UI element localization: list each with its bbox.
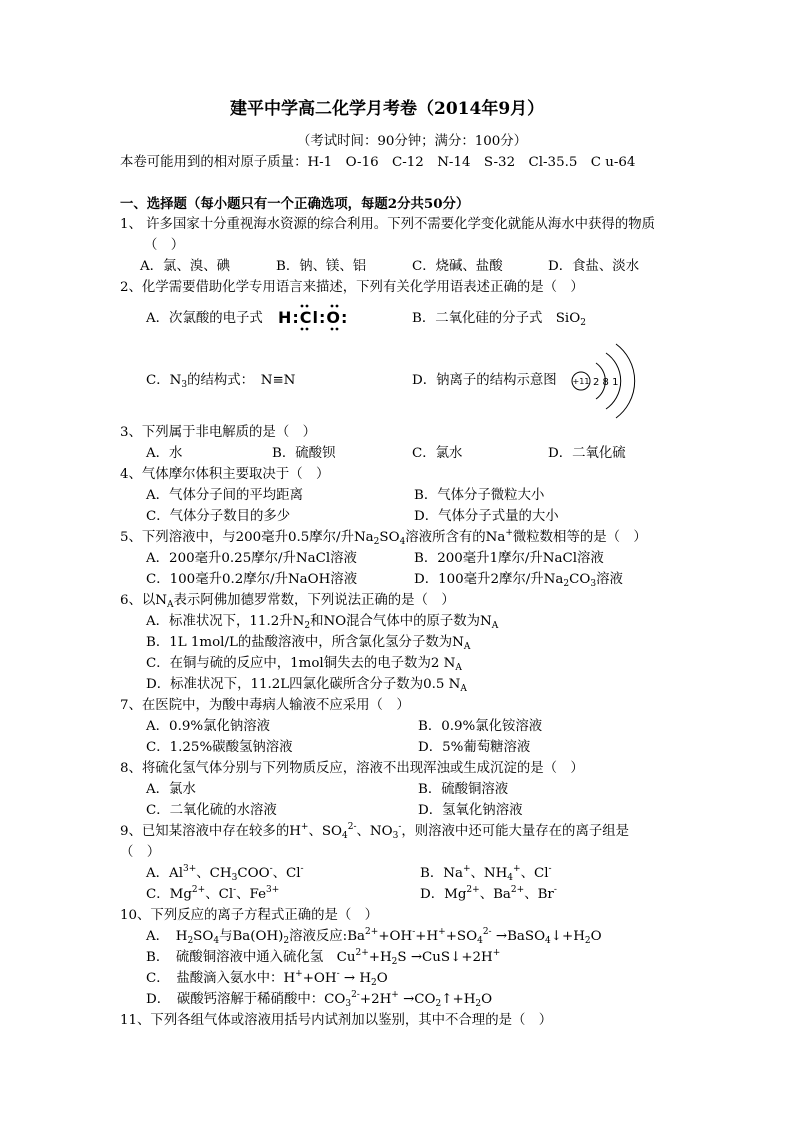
q6-stem-pre: 6、以N (120, 593, 168, 608)
q10-b-2: +H (368, 950, 392, 965)
q1-option-d: D．食盐、淡水 (548, 259, 640, 274)
q10-a-5: +OH (378, 929, 413, 944)
q8-option-d: D．氢氧化钠溶液 (418, 803, 523, 818)
q5-d-post: CO (569, 572, 591, 587)
q9-blank: （ ） (120, 845, 161, 860)
q10-d-3: →CO (398, 992, 436, 1007)
q3-option-b: B．硫酸钡 (272, 446, 336, 461)
q9-a-sub: 3 (231, 873, 238, 883)
q9-sup-h: + (300, 822, 309, 832)
q7-option-c: C．1.25%碳酸氢钠溶液 (146, 740, 293, 755)
q10-d-sub-1: 3 (345, 999, 352, 1009)
q5-sup-plus: + (505, 528, 513, 538)
q6-c-sub-a: A (455, 663, 462, 673)
q9-c-sup-1: 2+ (191, 885, 206, 895)
q10-a-sub-4: 4 (477, 936, 483, 946)
q1-stem: 1、 许多国家十分重视海水资源的综合利用。下列不需要化学变化就能从海水中获得的物质 (120, 217, 656, 232)
q10-a-sub-2: 4 (213, 936, 220, 946)
q9-c-sup-2: - (233, 885, 237, 895)
q10-d-5: O (481, 992, 493, 1007)
q10-c-4: O (376, 971, 388, 986)
q9-a-4: 、Cl (272, 866, 301, 881)
q2-option-b (412, 310, 586, 328)
q7-option-b: B．0.9%氯化铵溶液 (418, 719, 543, 734)
q10-d-sup-2: + (391, 990, 399, 1000)
q6-d-text: D．标准状况下，11.2L四氯化碳所含分子数为0.5 N (146, 677, 461, 692)
q9-a-1: A．Al (146, 866, 184, 881)
q9-sub-3: 3 (392, 831, 399, 841)
q9-d-sup-1: 2+ (466, 885, 480, 895)
q10-c-1: C． 盐酸滴入氨水中：H (146, 971, 296, 986)
q6-a-pre: A．标准状况下，11.2升N (146, 614, 305, 629)
q9-sup-so4: 2- (347, 822, 357, 832)
q9-c-2: 、Cl (205, 887, 234, 902)
q10-a-sub-3: 2 (283, 936, 290, 946)
q5-stem (120, 529, 647, 547)
q7-stem: 7、在医院中，为酸中毒病人输液不应采用（ ） (120, 698, 410, 713)
q8-option-b: B．硫酸铜溶液 (418, 782, 509, 797)
q4-option-c: C．气体分子数目的多少 (146, 509, 291, 524)
sodium-ion-diagram-icon (566, 338, 636, 424)
q8-option-c: C．二氧化硫的水溶液 (146, 803, 277, 818)
q5-stem-end: 微粒数相等的是（ ） (512, 530, 647, 545)
q6-option-c (146, 655, 462, 673)
section-heading: 一、选择题（每小题只有一个正确选项，每题2分共50分） (120, 196, 470, 212)
q6-stem-post: 表示阿佛加德罗常数，下列说法正确的是（ ） (173, 593, 455, 608)
q1-option-b: B．钠、镁、铝 (276, 259, 367, 274)
q5-stem-post: 溶液所含有的Na (405, 530, 506, 545)
q4-stem: 4、气体摩尔体积主要取决于（ ） (120, 467, 330, 482)
q2-option-d: D．钠离子的结构示意图 (412, 373, 557, 388)
q2-c-post: 的结构式： N≡N (187, 373, 296, 388)
q9-b-sub: 4 (507, 873, 514, 883)
q7-option-a: A．0.9%氯化钠溶液 (146, 719, 271, 734)
q9-stem (120, 823, 629, 841)
q10-a-10: O (590, 929, 602, 944)
q6-stem (120, 592, 455, 610)
q4-option-b: B．气体分子微粒大小 (414, 488, 545, 503)
q9-c-sup-3: 3+ (266, 885, 280, 895)
q6-d-sub-a: A (460, 684, 467, 694)
q5-sub-4: 4 (399, 537, 406, 547)
q9-b-sup-1: + (462, 864, 471, 874)
q9-b-sup-3: - (548, 864, 552, 874)
q9-a-sup-1: 3+ (183, 864, 197, 874)
q6-option-b (146, 634, 470, 652)
q10-d-1: D． 碳酸钙溶解于稀硝酸中：CO (146, 992, 346, 1007)
sio2-subscript: 2 (580, 318, 586, 328)
q4-option-a: A．气体分子间的平均距离 (146, 488, 303, 503)
q9-stem-post: ，则溶液中还可能大量存在的离子组是 (401, 824, 630, 839)
q5-option-a: A．200毫升0.25摩尔/升NaCl溶液 (146, 551, 357, 566)
q10-d-sup-1: 2- (351, 990, 360, 1000)
q5-d-sub-3: 3 (590, 579, 597, 589)
q9-d-sup-3: - (553, 885, 557, 895)
electron-dots-icon (296, 304, 356, 332)
q6-option-a (146, 613, 498, 631)
q6-stem-sub: A (167, 600, 174, 610)
q10-d-2: +2H (359, 992, 392, 1007)
q10-a-7: +SO (445, 929, 478, 944)
q5-sub-2: 2 (373, 537, 380, 547)
q3-option-a: A．水 (146, 446, 183, 461)
q9-b-1: B．Na (420, 866, 463, 881)
q9-c-3: 、Fe (236, 887, 267, 902)
q10-c-sup-1: + (295, 969, 303, 979)
hypochlorous-electron-formula: H:Cl:O: (278, 308, 349, 327)
q10-a-9: ↓+H (550, 929, 585, 944)
q5-stem-pre: 5、下列溶液中，与200毫升0.5摩尔/升Na (120, 530, 374, 545)
q9-b-3: 、Cl (520, 866, 549, 881)
q9-d-2: 、Ba (479, 887, 511, 902)
ion-nucleus-label: +11 (572, 377, 590, 386)
ion-shells-label: 2 8 1 (593, 377, 619, 388)
q9-b-2: 、NH (470, 866, 508, 881)
q6-c-text: C．在铜与硫的反应中，1mol铜失去的电子数为2 N (146, 656, 456, 671)
q10-c-sub-1: 2 (371, 978, 377, 988)
q1-blank: （ ） (144, 238, 185, 253)
q1-option-a: A．氯、溴、碘 (140, 259, 231, 274)
q9-stem-mid: 、SO (308, 824, 342, 839)
q10-c-sup-2: - (336, 969, 340, 979)
q6-a-mid: 和NO混合气体中的原子数为N (310, 614, 492, 629)
q10-a-sup-1: 2+ (365, 927, 379, 937)
q10-option-c (146, 970, 388, 988)
q10-option-b (146, 949, 500, 967)
q9-option-d (420, 886, 557, 904)
q5-option-d (414, 571, 623, 589)
q8-stem: 8、将硫化氢气体分别与下列物质反应，溶液不出现浑浊或生成沉淀的是（ ） (120, 761, 584, 776)
q6-a-sub-a: A (491, 621, 499, 631)
q10-a-sub-6: 2 (584, 936, 591, 946)
q5-d-end: 溶液 (596, 572, 623, 587)
q10-d-sub-3: 2 (475, 999, 482, 1009)
q6-option-d (146, 676, 467, 694)
q5-option-b: B．200毫升1摩尔/升NaCl溶液 (414, 551, 604, 566)
q10-a-2: SO (193, 929, 214, 944)
exam-subtitle: （考试时间：90分钟；满分：100分） (297, 134, 528, 149)
q6-a-sub-2: 2 (304, 621, 311, 631)
q9-sup-no3: - (398, 822, 402, 832)
q10-a-sup-3: + (438, 927, 446, 937)
q9-a-sup-3: - (300, 864, 304, 874)
q5-stem-mid: SO (379, 530, 400, 545)
exam-title: 建平中学高二化学月考卷（2014年9月） (230, 99, 545, 119)
q10-a-sub-1: 2 (187, 936, 194, 946)
q9-option-b (420, 865, 552, 883)
q5-d-sub-2: 2 (563, 579, 570, 589)
q10-option-a (146, 928, 602, 946)
q9-d-3: 、Br (524, 887, 554, 902)
q6-b-text: B．1L 1mol/L的盐酸溶液中，所含氯化氢分子数为N (146, 635, 464, 650)
q2-option-b-label: B．二氧化硅的分子式 (412, 311, 543, 326)
q6-b-sub-a: A (463, 642, 471, 652)
q10-b-3: S →CuS↓+2H (397, 950, 493, 965)
q4-option-d: D．气体分子式量的大小 (414, 509, 559, 524)
q10-a-4: 溶液反应:Ba (289, 929, 366, 944)
q10-a-sup-4: 2- (482, 927, 492, 937)
q2-c-pre: C．N (146, 373, 182, 388)
q9-option-a (146, 865, 304, 883)
q9-b-sup-2: + (513, 864, 521, 874)
q2-option-a: A．次氯酸的电子式 (146, 311, 263, 326)
q9-sub-4: 4 (341, 831, 348, 841)
q9-a-3: COO (237, 866, 270, 881)
q3-option-d: D．二氧化硫 (548, 446, 626, 461)
q10-b-sup-2: + (492, 948, 501, 958)
q10-d-sub-2: 2 (435, 999, 442, 1009)
q10-b-sup-1: 2+ (355, 948, 369, 958)
q10-b-1: B． 硫酸铜溶液中通入硫化氢 Cu (146, 950, 356, 965)
q10-c-2: +OH (302, 971, 337, 986)
q9-stem-pre: 9、已知某溶液中存在较多的H (120, 824, 301, 839)
atomic-masses: 本卷可能用到的相对原子质量：H-1 O-16 C-12 N-14 S-32 Cl-35.5 C u-64 (120, 155, 636, 170)
q2-stem: 2、化学需要借助化学专用语言来描述，下列有关化学用语表述正确的是（ ） (120, 280, 584, 295)
q10-a-3: 与Ba(OH) (219, 929, 284, 944)
q9-c-1: C．Mg (146, 887, 192, 902)
q10-a-8: →BaSO (491, 929, 546, 944)
q10-a-sup-2: - (412, 927, 416, 937)
q1-option-c: C．烧碱、盐酸 (412, 259, 503, 274)
q3-option-c: C．氯水 (412, 446, 463, 461)
q11-stem: 11、下列各组气体或溶液用括号内试剂加以鉴别，其中不合理的是（ ） (120, 1013, 553, 1028)
q9-a-sup-2: - (269, 864, 273, 874)
q9-d-sup-2: 2+ (510, 885, 525, 895)
q8-option-a: A．氯水 (146, 782, 196, 797)
q10-stem: 10、下列反应的离子方程式正确的是（ ） (120, 908, 379, 923)
q10-c-3: → H (339, 971, 372, 986)
q3-stem: 3、下列属于非电解质的是（ ） (120, 425, 316, 440)
q2-option-c (146, 372, 295, 390)
q9-d-1: D．Mg (420, 887, 467, 902)
q5-option-c: C．100毫升0.2摩尔/升NaOH溶液 (146, 572, 358, 587)
q7-option-d: D．5%葡萄糖溶液 (418, 740, 531, 755)
q2-c-sub: 3 (181, 380, 188, 390)
q10-a-sub-5: 4 (545, 936, 551, 946)
q10-option-d (146, 991, 492, 1009)
sio2-formula: SiO (555, 311, 581, 326)
q10-d-4: ↑+H (441, 992, 476, 1007)
q9-stem-mid2: 、NO (356, 824, 393, 839)
q9-option-c (146, 886, 279, 904)
q10-a-6: +H (415, 929, 439, 944)
q10-b-sub-1: 2 (391, 957, 398, 967)
q9-a-2: 、CH (196, 866, 232, 881)
q5-d-pre: D．100毫升2摩尔/升Na (414, 572, 564, 587)
q10-a-1: A． H (146, 929, 188, 944)
